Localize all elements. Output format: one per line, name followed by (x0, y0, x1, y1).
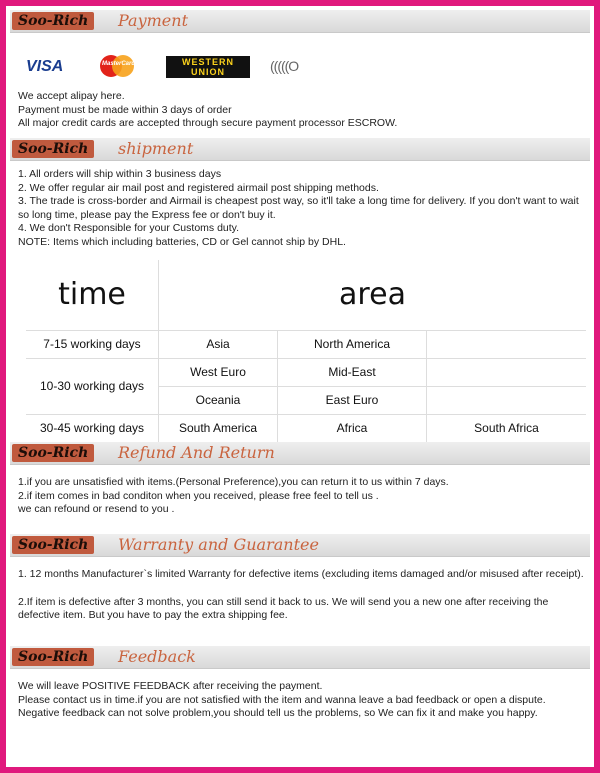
feedback-line: Please contact us in time.if you are not satisfied with the item and wanna leave a bad feedback or open a dispute. (18, 693, 546, 706)
shipment-text (18, 168, 588, 249)
warranty-line: 2.If item is defective after 3 months, you can still send it back to us. We will send you a new one after receiving the defective item. But you have to pay the extra shipping fee. (18, 595, 549, 621)
table-cell (427, 386, 587, 414)
table-cell: 30-45 working days (26, 414, 159, 442)
feedback-text (18, 680, 588, 721)
refund-text (18, 476, 588, 517)
shipping-time-table (26, 260, 586, 443)
visa-logo: VISA (26, 58, 64, 75)
shipment-line: 1. All orders will ship within 3 business days (18, 168, 222, 180)
warranty-title: Warranty and Guarantee (118, 535, 319, 554)
wu-line2: UNION (191, 67, 225, 77)
payment-text (18, 90, 588, 131)
table-cell (427, 358, 587, 386)
table-cell: East Euro (278, 386, 427, 414)
table-cell: Africa (278, 414, 427, 442)
table-cell: Mid-East (278, 358, 427, 386)
feedback-line: Negative feedback can not solve problem,you should tell us the problems, so We can fix it and make you happy. (18, 707, 538, 719)
brand-logo: Soo-Rich (12, 648, 94, 666)
mastercard-logo (100, 55, 134, 77)
table-cell: Asia (159, 330, 278, 358)
refund-line: 1.if you are unsatisfied with items.(Personal Preference),you can return it to us within 7 days. (18, 476, 449, 488)
table-cell: West Euro (159, 358, 278, 386)
shipment-line: 4. We don't Responsible for your Customs duty. (18, 222, 240, 234)
warranty-header (10, 534, 590, 557)
table-cell: 10-30 working days (26, 358, 159, 414)
table-cell: 7-15 working days (26, 330, 159, 358)
table-cell: South Africa (427, 414, 587, 442)
refund-line: we can refound or resend to you . (18, 503, 175, 515)
mastercard-text: MasterCard (102, 61, 136, 67)
shipment-line: 3. The trade is cross-border and Airmail is cheapest post way, so it'll take a long time for delivery. If you don't want to wait so long time, please pay the Express fee or don't buy it. (18, 195, 579, 221)
feedback-line: We will leave POSITIVE FEEDBACK after receiving the payment. (18, 680, 323, 692)
wu-line1: WESTERN (182, 57, 234, 67)
shipment-title: shipment (118, 139, 194, 158)
table-cell (427, 330, 587, 358)
payment-title: Payment (118, 11, 188, 30)
shipment-line: NOTE: Items which including batteries, CD or Gel cannot ship by DHL. (18, 235, 346, 248)
shipment-header (10, 138, 590, 161)
brand-logo: Soo-Rich (12, 536, 94, 554)
feedback-header (10, 646, 590, 669)
payment-logos (20, 52, 420, 86)
feedback-title: Feedback (118, 647, 196, 666)
payment-header (10, 10, 590, 33)
table-head-area: area (159, 260, 587, 330)
payment-line: Payment must be made within 3 days of order (18, 103, 232, 116)
refund-title: Refund And Return (118, 443, 275, 462)
warranty-text (18, 568, 588, 623)
refund-header (10, 442, 590, 465)
brand-logo: Soo-Rich (12, 444, 94, 462)
shipment-line: 2. We offer regular air mail post and registered airmail post shipping methods. (18, 181, 379, 194)
refund-line: 2.if item comes in bad conditon when you received, please free feel to tell us . (18, 489, 379, 502)
payment-line: All major credit cards are accepted through secure payment processor ESCROW. (18, 117, 398, 129)
table-cell: North America (278, 330, 427, 358)
contactless-icon: (((((O (270, 58, 299, 74)
warranty-line: 1. 12 months Manufacturer`s limited Warranty for defective items (excluding items damaged and/or misused after receipt). (18, 568, 584, 580)
payment-line: We accept alipay here. (18, 90, 125, 102)
brand-logo: Soo-Rich (12, 12, 94, 30)
western-union-logo (166, 56, 250, 78)
table-cell: South America (159, 414, 278, 442)
table-head-time: time (26, 260, 159, 330)
brand-logo: Soo-Rich (12, 140, 94, 158)
table-cell: Oceania (159, 386, 278, 414)
